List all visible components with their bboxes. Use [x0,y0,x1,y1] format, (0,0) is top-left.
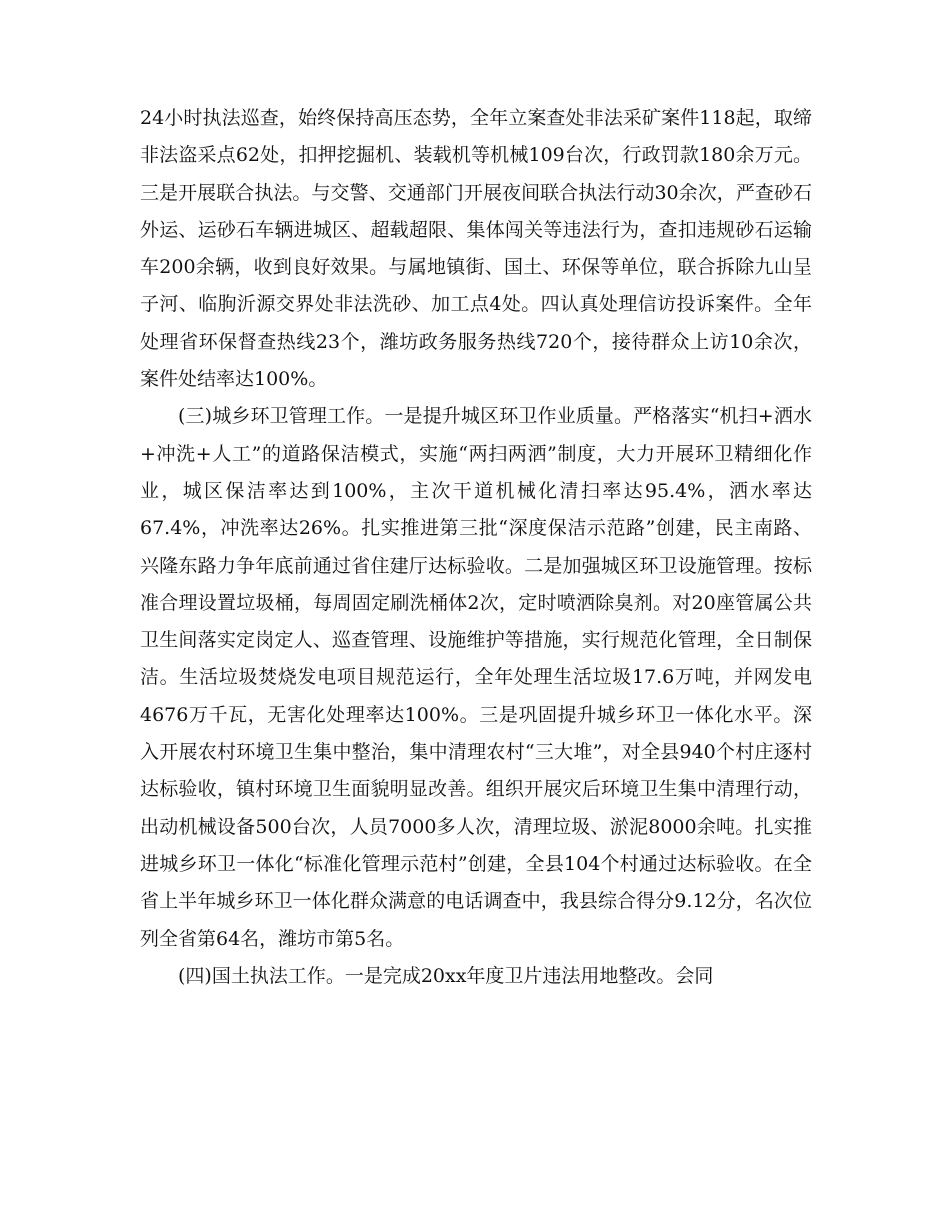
document-body [140,100,812,995]
paragraph-enforcement-continued: 24小时执法巡查，始终保持高压态势，全年立案查处非法采矿案件118起，取缔非法盗采点62处，扣押挖掘机、装载机等机械109台次，行政罚款180余万元。三是开展联合执法。与交警、交通部门开展夜间联合执法行动30余次，严查砂石外运、运砂石车辆进城区、超载超限、集体闯关等违法行为，查扣违规砂石运输车200余辆，收到良好效果。与属地镇街、国土、环保等单位，联合拆除九山呈子河、临朐沂源交界处非法洗砂、加工点4处。四认真处理信访投诉案件。全年处理省环保督查热线23个，潍坊政务服务热线720个，接待群众上访10余次，案件处结率达100%。 [140,107,812,391]
paragraph-land-enforcement: (四)国土执法工作。一是完成20xx年度卫片违法用地整改。会同 [178,964,714,987]
paragraph-sanitation-management: (三)城乡环卫管理工作。一是提升城区环卫作业质量。严格落实“机扫+洒水+冲洗+人工”的道路保洁模式，实施“两扫两洒”制度，大力开展环卫精细化作业，城区保洁率达到100%，主次干道机械化清扫率达95.4%，洒水率达67.4%，冲洗率达26%。扎实推进第三批“深度保洁示范路”创建，民主南路、兴隆东路力争年底前通过省住建厅达标验收。二是加强城区环卫设施管理。按标准合理设置垃圾桶，每周固定刷洗桶体2次，定时喷洒除臭剂。对20座管属公共卫生间落实定岗定人、巡查管理、设施维护等措施，实行规范化管理，全日制保洁。生活垃圾焚烧发电项目规范运行，全年处理生活垃圾17.6万吨，并网发电4676万千瓦，无害化处理率达100%。三是巩固提升城乡环卫一体化水平。深入开展农村环境卫生集中整治，集中清理农村“三大堆”，对全县940个村庄逐村达标验收，镇村环境卫生面貌明显改善。组织开展灾后环境卫生集中清理行动，出动机械设备500台次，人员7000多人次，清理垃圾、淤泥8000余吨。扎实推进城乡环卫一体化“标准化管理示范村”创建，全县104个村通过达标验收。在全省上半年城乡环卫一体化群众满意的电话调查中，我县综合得分9.12分，名次位列全省第64名，潍坊市第5名。 [140,405,812,950]
